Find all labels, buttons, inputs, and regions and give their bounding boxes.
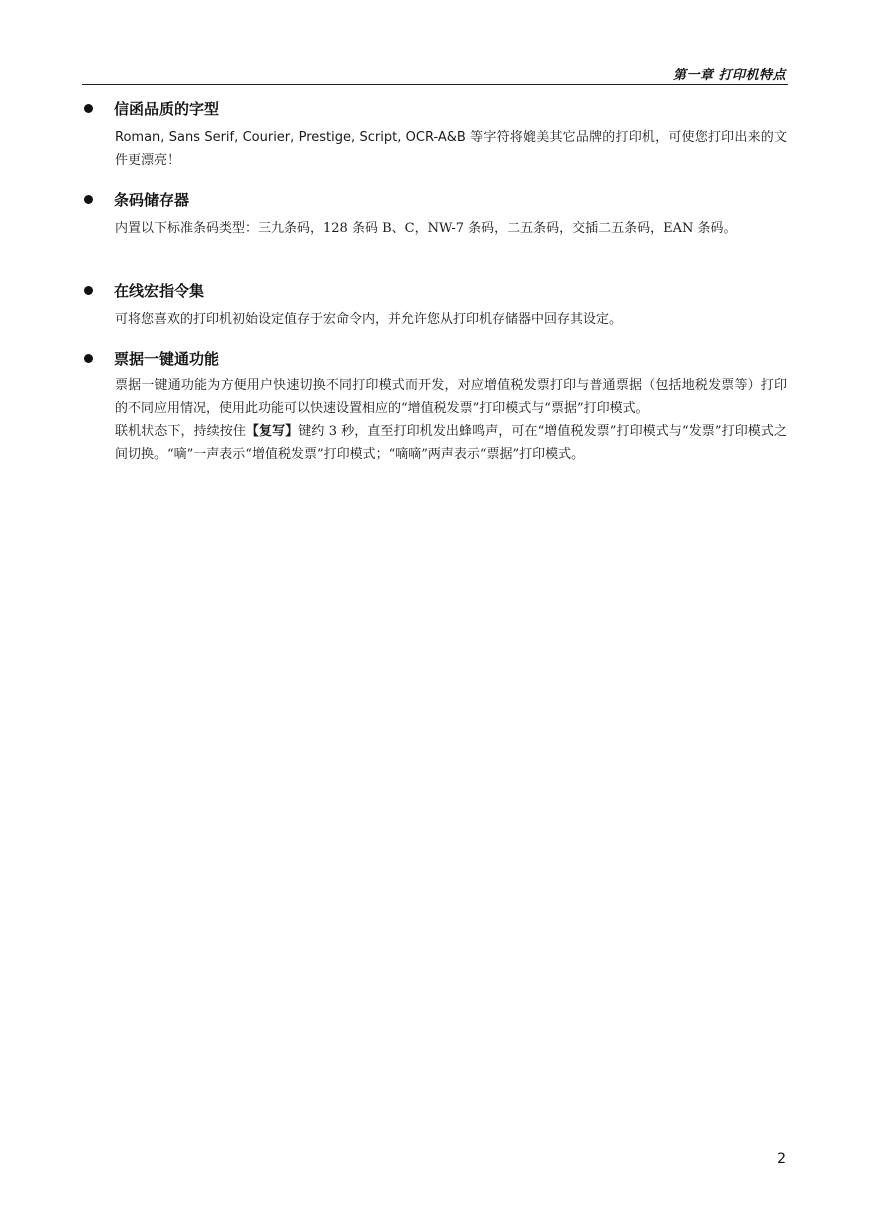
section-paragraph: [115, 126, 787, 172]
paragraph-text: 键约 3 秒，直至打印机发出蜂鸣声，可在“增值税发票”打印模式与“发票”打印模式之间切换。“嘀”一声表示“增值税发票”打印模式；“嘀嘀”两声表示“票据”打印模式。: [115, 424, 787, 462]
section-title: 在线宏指令集: [114, 282, 205, 300]
copy-key-label: 【复写】: [245, 424, 299, 439]
paragraph-text: 等字符将媲美其它品牌的打印机，可使您打印出来的文件更漂亮！: [115, 130, 787, 168]
section-heading: [82, 349, 788, 371]
bullet-icon: [84, 195, 93, 204]
section-paragraph: 票据一键通功能为方便用户快速切换不同打印模式而开发，对应增值税发票打印与普通票据（包括地税发票等）打印的不同应用情况，使用此功能可以快速设置相应的“增值税发票”打印模式与“票据”打印模式。: [115, 378, 787, 416]
bullet-icon: [84, 354, 93, 363]
section-heading: [82, 190, 788, 212]
section-title: 票据一键通功能: [114, 350, 220, 368]
section-one-key-ticket: [82, 349, 788, 466]
chapter-title: 第一章 打印机特点: [672, 68, 786, 83]
section-title: 条码储存器: [114, 191, 190, 209]
header-divider: [82, 84, 788, 85]
section-letter-quality-fonts: [82, 99, 788, 172]
section-barcode-memory: [82, 190, 788, 240]
font-list-text: Roman, Sans Serif, Courier, Prestige, Script, OCR-A&B: [115, 130, 466, 145]
section-online-macro: [82, 281, 788, 331]
section-heading: [82, 99, 788, 121]
section-paragraph: [115, 420, 787, 466]
bullet-icon: [84, 104, 93, 113]
bullet-icon: [84, 286, 93, 295]
section-heading: [82, 281, 788, 303]
section-paragraph: 可将您喜欢的打印机初始设定值存于宏命令内，并允许您从打印机存储器中回存其设定。: [115, 312, 623, 327]
section-title: 信函品质的字型: [114, 100, 220, 118]
paragraph-text: 联机状态下，持续按住: [115, 424, 246, 439]
section-paragraph: 内置以下标准条码类型：三九条码，128 条码 B、C，NW-7 条码，二五条码，交插二五条码，EAN 条码。: [115, 221, 737, 236]
page-number: 2: [777, 1151, 786, 1167]
